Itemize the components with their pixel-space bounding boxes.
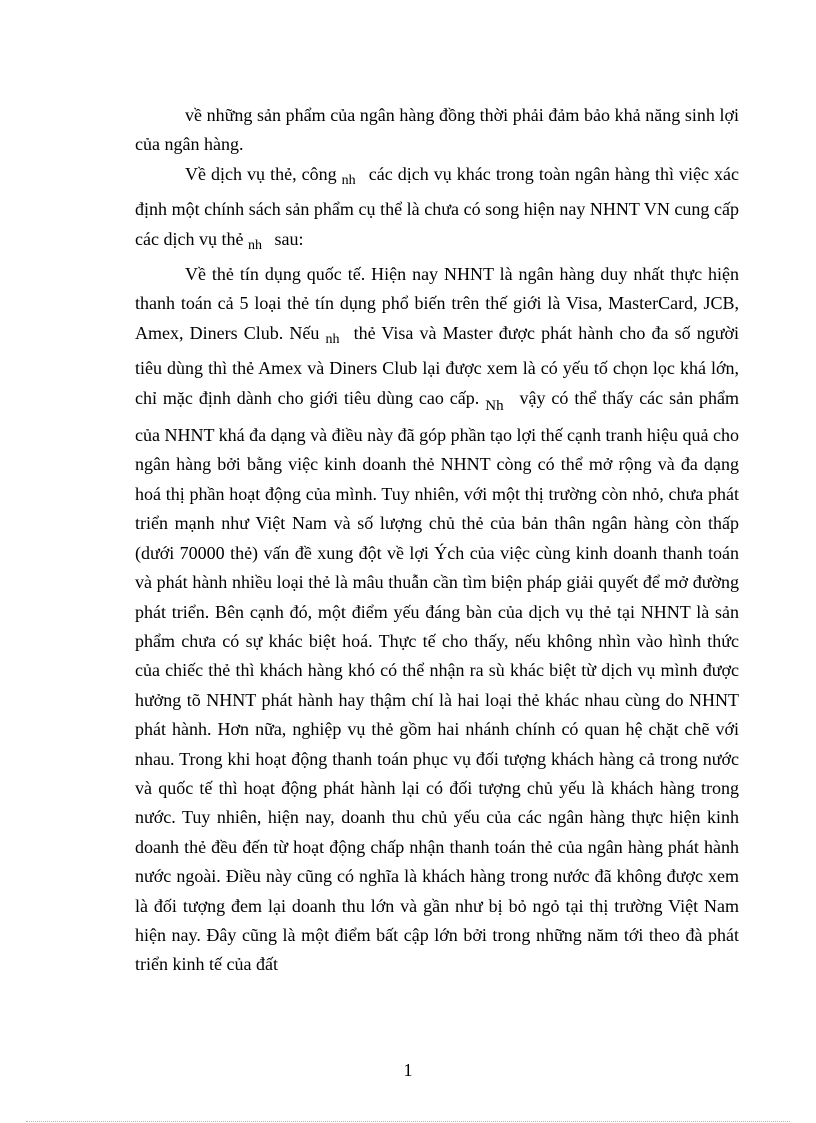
misplaced-glyph-fragment: nh bbox=[341, 172, 356, 188]
text-segment: Về dịch vụ thẻ, công bbox=[185, 163, 342, 184]
text-segment: sau: bbox=[269, 228, 304, 249]
paragraph-continuation bbox=[135, 101, 739, 160]
text-segment: thẻ Visa và Master được phát hành cho đa số người tiêu dùng thì thẻ Amex và Diners Club lại được xem là có yếu tố chọn lọc khá lớn, chỉ mặc định dành cho giới tiêu dùng cao cấp. bbox=[135, 322, 739, 408]
misplaced-glyph-fragment: nh bbox=[247, 237, 262, 253]
paragraph-card-services bbox=[135, 160, 739, 260]
body-text bbox=[135, 101, 739, 980]
paragraph-international-credit-cards bbox=[135, 260, 739, 980]
text-segment: vậy có thể thấy các sản phẩm của NHNT khá đa dạng và điều này đã góp phần tạo lợi thế cạnh tranh hiệu quả cho ngân hàng bởi bằng việc kinh doanh thẻ NHNT còng có thể mở rộng và đa dạng hoá thị phần hoạt động của mình. Tuy nhiên, với một thị trường còn nhỏ, chưa phát triển mạnh như Việt Nam và số lượng chủ thẻ của bản thân ngân hàng còn thấp (dưới 70000 thẻ) vấn đề xung đột về lợi Ých của việc cùng kinh doanh thanh toán và phát hành nhiều loại thẻ là mâu thuẫn cần tìm biện pháp giải quyết để mở đường phát triển. Bên cạnh đó, một điểm yếu đáng bàn của dịch vụ thẻ tại NHNT là sản phẩm chưa có sự khác biệt hoá. Thực tế cho thấy, nếu không nhìn vào hình thức của chiếc thẻ thì khách hàng khó có thể nhận ra sù khác biệt từ dịch vụ mình được hưởng tõ NHNT phát hành hay thậm chí là hai loại thẻ khác nhau cùng do NHNT phát hành. Hơn nữa, nghiệp vụ thẻ gồm hai nhánh chính có quan hệ chặt chẽ với nhau. Trong khi hoạt động thanh toán phục vụ đối tượng khách hàng cả trong nước và quốc tế thì hoạt động phát hành lại có đối tượng chủ yếu là khách hàng trong nước. Tuy nhiên, hiện nay, doanh thu chủ yếu của các ngân hàng thực hiện kinh doanh thẻ đều đến từ hoạt động chấp nhận thanh toán thẻ của ngân hàng phát hành nước ngoài. Điều này cũng có nghĩa là khách hàng trong nước đã không được xem là đối tượng đem lại doanh thu lớn và gần như bị bỏ ngỏ tại thị trường Việt Nam hiện nay. Đây cũng là một điểm bất cập lớn bởi trong những năm tới theo đà phát triển kinh tế của đất bbox=[135, 387, 740, 975]
page-number: 1 bbox=[403, 1060, 413, 1080]
page-boundary-rule bbox=[26, 1121, 790, 1122]
misplaced-glyph-fragment: nh bbox=[325, 331, 340, 347]
misplaced-glyph-fragment: Nh bbox=[485, 397, 504, 414]
text-segment: về những sản phẩm của ngân hàng đồng thời phải đảm bảo khả năng sinh lợi của ngân hàng. bbox=[135, 105, 739, 155]
text-segment: Về thẻ tín dụng quốc tế. Hiện nay NHNT là ngân hàng duy nhất thực hiện thanh toán cả 5 loại thẻ tín dụng phổ biến trên thế giới là Visa, MasterCard, JCB, Amex, Diners Club. Nếu bbox=[135, 264, 739, 343]
text-segment: các dịch vụ khác trong toàn ngân hàng thì việc xác định một chính sách sản phẩm cụ thể là chưa có song hiện nay NHNT VN cung cấp các dịch vụ thẻ bbox=[135, 163, 739, 249]
